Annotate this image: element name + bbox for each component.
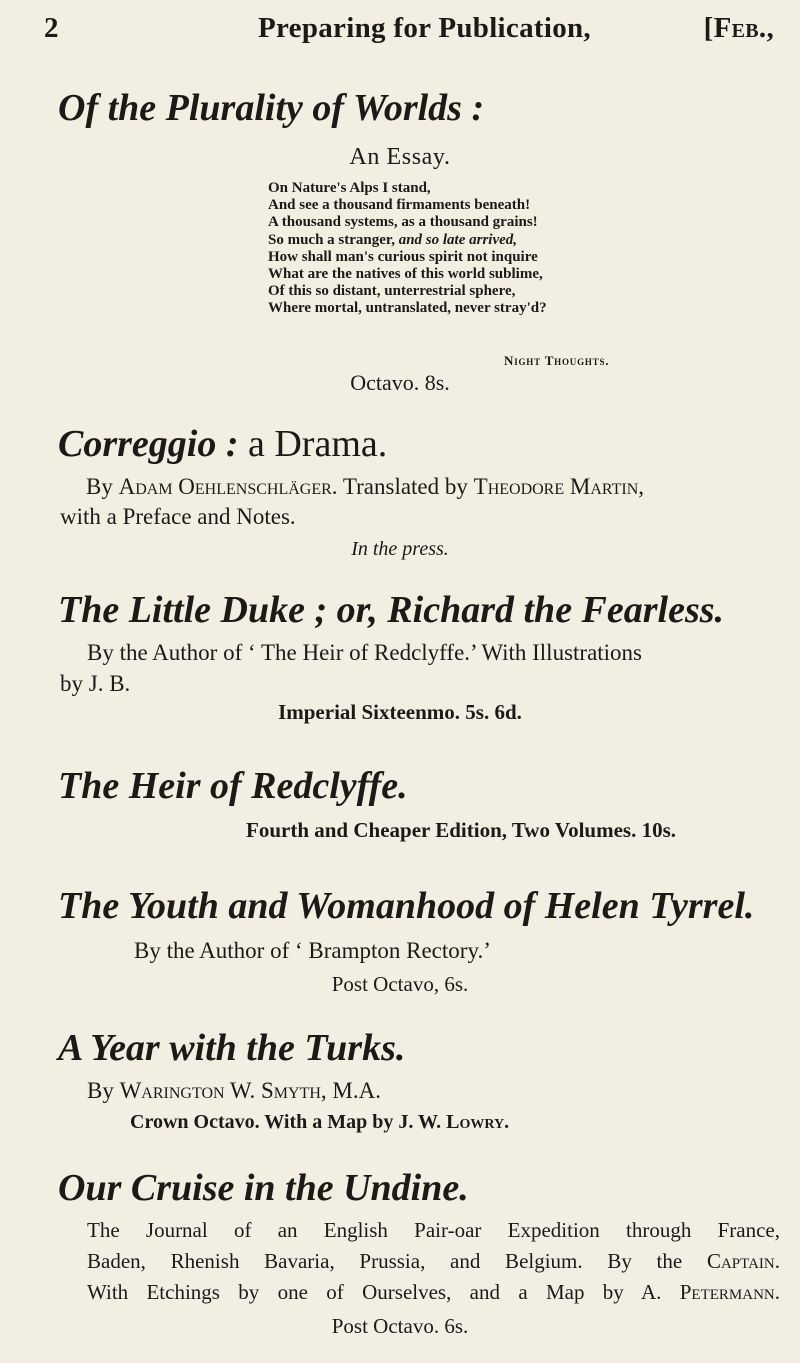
entry-title: The Little Duke ; or, Richard the Fearless. (58, 589, 725, 631)
author-name: Captain. (706, 1249, 780, 1273)
poem-line: Of this so distant, unterrestrial sphere, (268, 283, 516, 300)
running-header (44, 12, 774, 52)
poem-line: A thousand systems, as a thousand grains! (268, 214, 538, 231)
entry-subtitle: An Essay. (349, 144, 451, 170)
entry-author-line (87, 1078, 381, 1104)
entry-price: Post Octavo, 6s. (331, 972, 469, 996)
entry-line: with a Preface and Notes. (60, 504, 296, 529)
line-prefix: Crown Octavo. With a Map by J. W. (130, 1111, 447, 1133)
month-label: Feb. (713, 12, 767, 44)
cartographer-name: Lowry. (446, 1111, 510, 1133)
author-prefix: By (87, 1078, 120, 1103)
entry-price: Post Octavo. 6s. (331, 1314, 469, 1338)
author-name: Warington W. Smyth, M.A. (119, 1078, 381, 1103)
entry-line: by J. B. (60, 671, 131, 696)
entry-title-roman: a Drama. (238, 423, 388, 465)
entry-author-line (86, 474, 780, 500)
entry-line: Fourth and Cheaper Edition, Two Volumes. 10s. (246, 818, 677, 842)
entry-line (87, 1249, 780, 1274)
entry-price: Imperial Sixteenmo. 5s. 6d. (278, 700, 522, 724)
cartographer-name: Petermann. (679, 1280, 780, 1304)
page-number: 2 (44, 12, 59, 44)
entry-title: The Heir of Redclyffe. (58, 765, 408, 807)
poem-line: On Nature's Alps I stand, (268, 180, 431, 196)
entry-line: The Journal of an English Pair-oar Expedition through France, (87, 1218, 780, 1242)
translator-name: Theodore Martin, (473, 474, 644, 499)
line-prefix: Baden, Rhenish Bavaria, Prussia, and Belgium. By the (87, 1249, 707, 1273)
translator-prefix: Translated by (337, 474, 474, 499)
running-title: Preparing for Publication, (258, 12, 591, 44)
entry-price: Octavo. 8s. (350, 370, 450, 395)
entry-line: By the Author of ‘ Brampton Rectory.’ (134, 938, 491, 963)
entry-title: The Youth and Womanhood of Helen Tyrrel. (58, 885, 755, 927)
entry-line (130, 1111, 509, 1134)
poem-line: And see a thousand firmaments beneath! (268, 197, 531, 214)
month-bracket: [ (703, 12, 714, 44)
author-prefix: By (86, 474, 119, 499)
entry-title: A Year with the Turks. (58, 1027, 406, 1069)
month-trail: , (766, 12, 774, 44)
entry-title: Of the Plurality of Worlds : (58, 87, 485, 129)
poem-line: So much a stranger, and so late arrived, (268, 231, 518, 248)
poem-attribution: Night Thoughts. (504, 353, 610, 368)
entry-title-italic: Correggio : (58, 423, 239, 465)
line-prefix: With Etchings by one of Ourselves, and a Map by A. (87, 1280, 680, 1304)
running-month (704, 12, 774, 45)
author-name: Adam Oehlenschläger. (118, 474, 338, 499)
entry-title (58, 422, 387, 466)
entry-title: Our Cruise in the Undine. (58, 1167, 469, 1209)
entry-line (87, 1280, 780, 1305)
poem-line: What are the natives of this world sublime, (268, 266, 543, 283)
entry-line: By the Author of ‘ The Heir of Redclyffe.’ With Illustrations (87, 640, 643, 665)
epigraph-poem (268, 180, 610, 368)
poem-line: Where mortal, untranslated, never stray'd? (268, 300, 547, 317)
entry-status: In the press. (351, 538, 449, 560)
poem-line: How shall man's curious spirit not inquire (268, 248, 538, 265)
